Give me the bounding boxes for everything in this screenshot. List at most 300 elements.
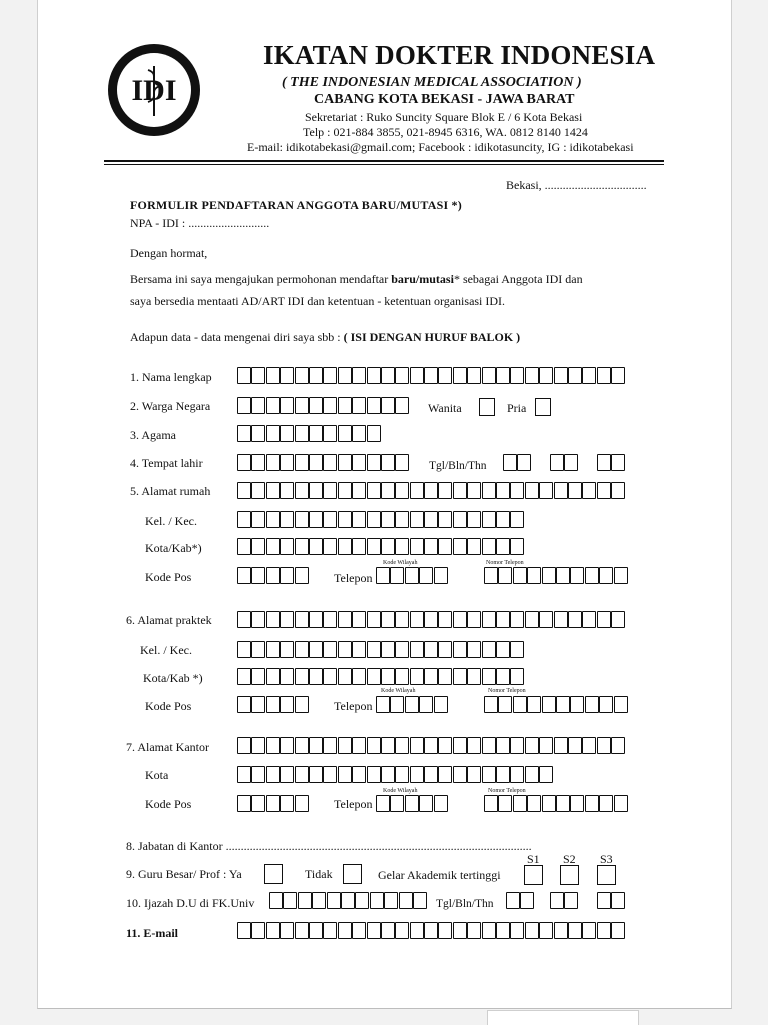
character-box[interactable] (309, 766, 323, 783)
character-box[interactable] (510, 766, 524, 783)
character-box[interactable] (597, 922, 611, 939)
character-box[interactable] (496, 538, 510, 555)
character-box[interactable] (312, 892, 326, 909)
character-box[interactable] (570, 696, 584, 713)
character-box[interactable] (237, 454, 251, 471)
degree-day-boxes[interactable] (506, 892, 535, 911)
character-box[interactable] (513, 696, 527, 713)
character-box[interactable] (352, 641, 366, 658)
character-box[interactable] (381, 641, 395, 658)
character-box[interactable] (550, 892, 564, 909)
character-box[interactable] (410, 367, 424, 384)
character-box[interactable] (496, 611, 510, 628)
character-box[interactable] (237, 567, 251, 584)
character-box[interactable] (582, 611, 596, 628)
character-box[interactable] (568, 482, 582, 499)
character-box[interactable] (611, 737, 625, 754)
character-box[interactable] (323, 668, 337, 685)
character-box[interactable] (323, 454, 337, 471)
character-box[interactable] (309, 511, 323, 528)
character-box[interactable] (367, 367, 381, 384)
character-box[interactable] (582, 922, 596, 939)
character-box[interactable] (568, 611, 582, 628)
character-box[interactable] (295, 397, 309, 414)
character-box[interactable] (280, 696, 294, 713)
character-box[interactable] (570, 567, 584, 584)
character-box[interactable] (367, 425, 381, 442)
character-box[interactable] (597, 892, 611, 909)
character-box[interactable] (352, 922, 366, 939)
character-box[interactable] (280, 367, 294, 384)
character-box[interactable] (395, 737, 409, 754)
character-box[interactable] (266, 425, 280, 442)
character-box[interactable] (424, 922, 438, 939)
character-box[interactable] (381, 511, 395, 528)
character-box[interactable] (614, 567, 628, 584)
character-box[interactable] (527, 567, 541, 584)
character-box[interactable] (467, 668, 481, 685)
character-box[interactable] (554, 611, 568, 628)
character-box[interactable] (295, 696, 309, 713)
character-box[interactable] (611, 611, 625, 628)
email-boxes[interactable] (237, 922, 626, 941)
character-box[interactable] (352, 668, 366, 685)
character-box[interactable] (611, 454, 625, 471)
character-box[interactable] (381, 922, 395, 939)
character-box[interactable] (482, 641, 496, 658)
character-box[interactable] (438, 511, 452, 528)
character-box[interactable] (506, 892, 520, 909)
character-box[interactable] (496, 367, 510, 384)
character-box[interactable] (338, 611, 352, 628)
character-box[interactable] (438, 737, 452, 754)
character-box[interactable] (539, 367, 553, 384)
character-box[interactable] (251, 397, 265, 414)
character-box[interactable] (309, 737, 323, 754)
character-box[interactable] (251, 795, 265, 812)
character-box[interactable] (295, 668, 309, 685)
character-box[interactable] (370, 892, 384, 909)
character-box[interactable] (309, 922, 323, 939)
npa-idi-field[interactable]: NPA - IDI : ........................... (130, 216, 270, 230)
character-box[interactable] (323, 737, 337, 754)
character-box[interactable] (482, 766, 496, 783)
character-box[interactable] (237, 696, 251, 713)
character-box[interactable] (525, 737, 539, 754)
character-box[interactable] (266, 482, 280, 499)
character-box[interactable] (556, 795, 570, 812)
degree-s2-checkbox[interactable] (560, 865, 579, 885)
character-box[interactable] (585, 696, 599, 713)
character-box[interactable] (280, 641, 294, 658)
character-box[interactable] (438, 482, 452, 499)
character-box[interactable] (367, 454, 381, 471)
character-box[interactable] (599, 795, 613, 812)
office-city-boxes[interactable] (237, 766, 554, 785)
character-box[interactable] (352, 766, 366, 783)
character-box[interactable] (367, 641, 381, 658)
character-box[interactable] (295, 567, 309, 584)
home-area-code-boxes[interactable] (376, 567, 448, 586)
character-box[interactable] (482, 922, 496, 939)
character-box[interactable] (237, 367, 251, 384)
character-box[interactable] (467, 538, 481, 555)
home-phone-boxes[interactable] (484, 567, 628, 586)
character-box[interactable] (237, 795, 251, 812)
character-box[interactable] (510, 511, 524, 528)
character-box[interactable] (338, 766, 352, 783)
character-box[interactable] (410, 766, 424, 783)
character-box[interactable] (338, 668, 352, 685)
character-box[interactable] (323, 482, 337, 499)
character-box[interactable] (251, 737, 265, 754)
character-box[interactable] (467, 737, 481, 754)
character-box[interactable] (554, 737, 568, 754)
character-box[interactable] (539, 766, 553, 783)
character-box[interactable] (381, 367, 395, 384)
character-box[interactable] (419, 696, 433, 713)
character-box[interactable] (453, 482, 467, 499)
character-box[interactable] (525, 611, 539, 628)
character-box[interactable] (237, 922, 251, 939)
character-box[interactable] (498, 795, 512, 812)
character-box[interactable] (395, 511, 409, 528)
character-box[interactable] (395, 454, 409, 471)
character-box[interactable] (381, 397, 395, 414)
character-box[interactable] (338, 511, 352, 528)
character-box[interactable] (482, 367, 496, 384)
medical-degree-boxes[interactable] (269, 892, 427, 911)
character-box[interactable] (376, 567, 390, 584)
character-box[interactable] (467, 611, 481, 628)
character-box[interactable] (520, 892, 534, 909)
character-box[interactable] (295, 482, 309, 499)
character-box[interactable] (295, 511, 309, 528)
birth-month-boxes[interactable] (550, 454, 579, 473)
character-box[interactable] (280, 425, 294, 442)
character-box[interactable] (510, 668, 524, 685)
character-box[interactable] (295, 795, 309, 812)
character-box[interactable] (438, 538, 452, 555)
character-box[interactable] (352, 611, 366, 628)
character-box[interactable] (309, 641, 323, 658)
character-box[interactable] (611, 482, 625, 499)
character-box[interactable] (309, 425, 323, 442)
character-box[interactable] (438, 766, 452, 783)
character-box[interactable] (405, 696, 419, 713)
character-box[interactable] (323, 922, 337, 939)
character-box[interactable] (367, 766, 381, 783)
character-box[interactable] (381, 538, 395, 555)
character-box[interactable] (510, 641, 524, 658)
character-box[interactable] (367, 397, 381, 414)
character-box[interactable] (376, 696, 390, 713)
character-box[interactable] (599, 567, 613, 584)
character-box[interactable] (453, 737, 467, 754)
character-box[interactable] (352, 425, 366, 442)
character-box[interactable] (467, 922, 481, 939)
character-box[interactable] (453, 668, 467, 685)
character-box[interactable] (438, 611, 452, 628)
character-box[interactable] (338, 482, 352, 499)
character-box[interactable] (251, 922, 265, 939)
character-box[interactable] (237, 397, 251, 414)
character-box[interactable] (283, 892, 297, 909)
character-box[interactable] (280, 454, 294, 471)
character-box[interactable] (453, 511, 467, 528)
office-area-code-boxes[interactable] (376, 795, 448, 814)
character-box[interactable] (367, 482, 381, 499)
character-box[interactable] (381, 454, 395, 471)
character-box[interactable] (338, 367, 352, 384)
character-box[interactable] (338, 397, 352, 414)
character-box[interactable] (496, 482, 510, 499)
character-box[interactable] (266, 454, 280, 471)
character-box[interactable] (582, 737, 596, 754)
character-box[interactable] (410, 737, 424, 754)
character-box[interactable] (323, 611, 337, 628)
character-box[interactable] (376, 795, 390, 812)
character-box[interactable] (251, 611, 265, 628)
female-checkbox[interactable] (479, 398, 495, 416)
character-box[interactable] (484, 696, 498, 713)
character-box[interactable] (266, 367, 280, 384)
character-box[interactable] (295, 737, 309, 754)
character-box[interactable] (597, 367, 611, 384)
character-box[interactable] (410, 611, 424, 628)
character-box[interactable] (510, 538, 524, 555)
character-box[interactable] (484, 567, 498, 584)
character-box[interactable] (438, 367, 452, 384)
character-box[interactable] (367, 668, 381, 685)
full-name-boxes[interactable] (237, 367, 626, 386)
character-box[interactable] (424, 737, 438, 754)
character-box[interactable] (251, 454, 265, 471)
character-box[interactable] (564, 892, 578, 909)
character-box[interactable] (352, 511, 366, 528)
character-box[interactable] (266, 766, 280, 783)
character-box[interactable] (582, 482, 596, 499)
character-box[interactable] (496, 766, 510, 783)
character-box[interactable] (251, 668, 265, 685)
character-box[interactable] (390, 795, 404, 812)
character-box[interactable] (539, 482, 553, 499)
character-box[interactable] (352, 397, 366, 414)
character-box[interactable] (611, 367, 625, 384)
character-box[interactable] (237, 538, 251, 555)
character-box[interactable] (269, 892, 283, 909)
character-box[interactable] (405, 795, 419, 812)
character-box[interactable] (309, 397, 323, 414)
character-box[interactable] (564, 454, 578, 471)
character-box[interactable] (298, 892, 312, 909)
character-box[interactable] (251, 367, 265, 384)
character-box[interactable] (434, 795, 448, 812)
character-box[interactable] (568, 367, 582, 384)
character-box[interactable] (352, 482, 366, 499)
character-box[interactable] (355, 892, 369, 909)
character-box[interactable] (453, 641, 467, 658)
character-box[interactable] (525, 766, 539, 783)
office-position-field[interactable]: 8. Jabatan di Kantor ...................................................................................................... (126, 839, 532, 853)
character-box[interactable] (510, 482, 524, 499)
character-box[interactable] (482, 538, 496, 555)
character-box[interactable] (381, 766, 395, 783)
character-box[interactable] (251, 766, 265, 783)
character-box[interactable] (237, 737, 251, 754)
character-box[interactable] (280, 922, 294, 939)
character-box[interactable] (266, 641, 280, 658)
character-box[interactable] (424, 538, 438, 555)
character-box[interactable] (295, 641, 309, 658)
character-box[interactable] (542, 795, 556, 812)
character-box[interactable] (424, 511, 438, 528)
character-box[interactable] (453, 611, 467, 628)
character-box[interactable] (323, 766, 337, 783)
practice-postcode-boxes[interactable] (237, 696, 309, 715)
character-box[interactable] (556, 696, 570, 713)
character-box[interactable] (367, 737, 381, 754)
character-box[interactable] (410, 538, 424, 555)
character-box[interactable] (323, 425, 337, 442)
practice-address-boxes[interactable] (237, 611, 626, 630)
character-box[interactable] (395, 668, 409, 685)
character-box[interactable] (482, 668, 496, 685)
character-box[interactable] (280, 795, 294, 812)
character-box[interactable] (237, 641, 251, 658)
male-checkbox[interactable] (535, 398, 551, 416)
character-box[interactable] (381, 611, 395, 628)
birth-day-boxes[interactable] (503, 454, 532, 473)
character-box[interactable] (599, 696, 613, 713)
character-box[interactable] (453, 367, 467, 384)
character-box[interactable] (539, 922, 553, 939)
character-box[interactable] (266, 511, 280, 528)
degree-month-boxes[interactable] (550, 892, 579, 911)
character-box[interactable] (498, 696, 512, 713)
character-box[interactable] (438, 641, 452, 658)
character-box[interactable] (384, 892, 398, 909)
character-box[interactable] (266, 567, 280, 584)
character-box[interactable] (482, 611, 496, 628)
character-box[interactable] (424, 611, 438, 628)
character-box[interactable] (381, 668, 395, 685)
birth-year-boxes[interactable] (597, 454, 626, 473)
character-box[interactable] (309, 367, 323, 384)
character-box[interactable] (510, 922, 524, 939)
character-box[interactable] (266, 538, 280, 555)
character-box[interactable] (341, 892, 355, 909)
character-box[interactable] (539, 737, 553, 754)
character-box[interactable] (498, 567, 512, 584)
character-box[interactable] (419, 795, 433, 812)
character-box[interactable] (280, 611, 294, 628)
practice-area-code-boxes[interactable] (376, 696, 448, 715)
character-box[interactable] (482, 511, 496, 528)
office-postcode-boxes[interactable] (237, 795, 309, 814)
practice-kel-boxes[interactable] (237, 641, 525, 660)
character-box[interactable] (266, 795, 280, 812)
character-box[interactable] (338, 538, 352, 555)
character-box[interactable] (467, 641, 481, 658)
character-box[interactable] (280, 567, 294, 584)
character-box[interactable] (438, 668, 452, 685)
citizenship-boxes[interactable] (237, 397, 410, 416)
professor-yes-checkbox[interactable] (264, 864, 283, 884)
home-kel-boxes[interactable] (237, 511, 525, 530)
character-box[interactable] (554, 482, 568, 499)
character-box[interactable] (554, 367, 568, 384)
character-box[interactable] (266, 922, 280, 939)
character-box[interactable] (338, 641, 352, 658)
character-box[interactable] (295, 425, 309, 442)
character-box[interactable] (597, 737, 611, 754)
character-box[interactable] (338, 737, 352, 754)
character-box[interactable] (510, 611, 524, 628)
practice-city-boxes[interactable] (237, 668, 525, 687)
character-box[interactable] (352, 538, 366, 555)
character-box[interactable] (568, 737, 582, 754)
character-box[interactable] (554, 922, 568, 939)
character-box[interactable] (280, 737, 294, 754)
character-box[interactable] (424, 766, 438, 783)
character-box[interactable] (251, 482, 265, 499)
character-box[interactable] (410, 922, 424, 939)
character-box[interactable] (309, 482, 323, 499)
character-box[interactable] (527, 795, 541, 812)
character-box[interactable] (395, 766, 409, 783)
character-box[interactable] (585, 795, 599, 812)
character-box[interactable] (280, 511, 294, 528)
home-city-boxes[interactable] (237, 538, 525, 557)
character-box[interactable] (510, 737, 524, 754)
character-box[interactable] (367, 922, 381, 939)
character-box[interactable] (467, 482, 481, 499)
character-box[interactable] (611, 892, 625, 909)
character-box[interactable] (266, 668, 280, 685)
character-box[interactable] (453, 538, 467, 555)
character-box[interactable] (424, 482, 438, 499)
character-box[interactable] (395, 397, 409, 414)
character-box[interactable] (338, 454, 352, 471)
character-box[interactable] (395, 482, 409, 499)
character-box[interactable] (525, 922, 539, 939)
character-box[interactable] (280, 766, 294, 783)
character-box[interactable] (309, 454, 323, 471)
character-box[interactable] (367, 538, 381, 555)
professor-no-checkbox[interactable] (343, 864, 362, 884)
character-box[interactable] (513, 795, 527, 812)
character-box[interactable] (513, 567, 527, 584)
character-box[interactable] (309, 668, 323, 685)
character-box[interactable] (323, 367, 337, 384)
place-date[interactable]: Bekasi, .................................. (506, 178, 647, 192)
character-box[interactable] (453, 922, 467, 939)
character-box[interactable] (251, 538, 265, 555)
character-box[interactable] (251, 425, 265, 442)
character-box[interactable] (352, 454, 366, 471)
character-box[interactable] (395, 367, 409, 384)
character-box[interactable] (280, 482, 294, 499)
home-address-boxes[interactable] (237, 482, 626, 501)
character-box[interactable] (611, 922, 625, 939)
character-box[interactable] (542, 567, 556, 584)
character-box[interactable] (266, 611, 280, 628)
character-box[interactable] (597, 454, 611, 471)
character-box[interactable] (323, 511, 337, 528)
character-box[interactable] (614, 696, 628, 713)
character-box[interactable] (251, 567, 265, 584)
